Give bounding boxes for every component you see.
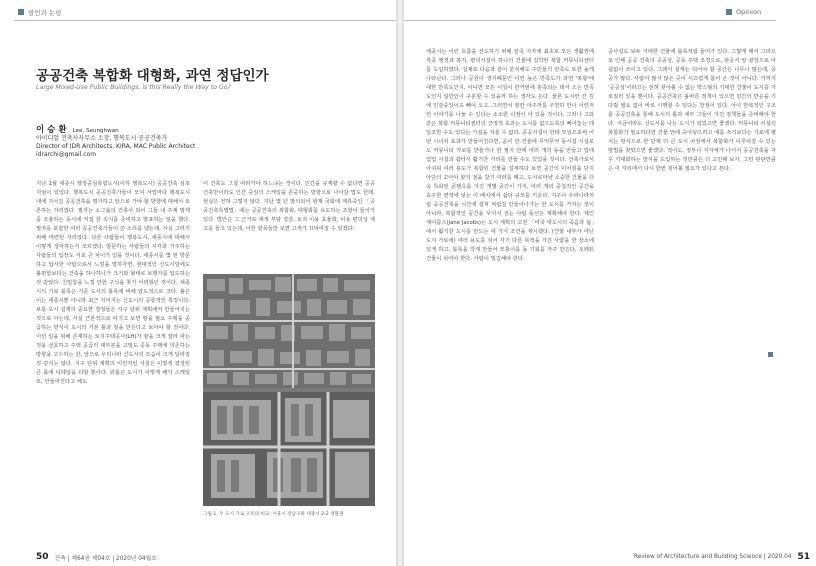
footer-right: [634, 552, 816, 562]
author-ko-role: 아이디알 건축사사무소 소장, 행복도시 공공건축가: [36, 135, 168, 142]
author-name-en: Lee, Seunghwan: [72, 128, 119, 134]
section-marker-icon: [18, 9, 24, 15]
author-en-role: Director of IDR Architects, KIRA, MAC Public Architect: [36, 143, 196, 150]
author-email: idrarchi@gmail.com: [36, 151, 97, 158]
section-label-left: 발언과 논평: [28, 8, 62, 17]
page-gutter: [396, 0, 404, 566]
journal-info-right: Review of Architecture and Building Science | 2020.04: [634, 554, 792, 560]
left-page: [0, 0, 396, 566]
footer-left: [30, 552, 157, 562]
section-tab-right: [722, 6, 761, 18]
right-column-1: 세종시는 이런 흐름을 선도하기 위해 전국 지자체 최초로 모든 생활권에 각종 행정과 복지, 편의시설이 하나의 건물에 집약된 복합 커뮤니티센터를 도입하였다. 실제로 다음과 같이 분석해도 주민들의 만족도 또한 높게 나타난다. 그러나 공원이 생기때문인 이런 높은 만족도가 과연 '복합'에 대한 만족도인지, 아니면 모든 시설이 한꺼번에 충족되는 데서 오는 만족도인지 일반인이 구분할 수 있을까 하는 생각도 든다. 물론 도시란 간 김에 민감중앙이도 빼어 오고, 그러면서 옆칸 아주까를 우연히 만나 이런저런 이야기를 나눌 수 있다는 소소한 이점이 아 있을 것이다. 그러나 그와 같은 복합 커뮤니티센터의 긍정적 효과는 도시를 없으도록의 뻐어놓는 데 일조한 수도 있다는 가설을 지울 수 없다. 공공시설이 한데 모임으로써 어떤 시너지 효과가 만들어진다면, 곧이 한 건물에 무엇무엇 동시설 시설로도 커뮤니티 가로를 만들거나 한 필지 안에 여러 개의 동을 만들고 업태 업업 시설과 쉼터서 활기찬 거리를 만들 수도 있었을 것이다. 건축가로서 아쉬워 여러 용도가 복합된 건물을 설계하다 보면 공간의 이어짐을 단지 아단의 꼬아야 할지 점을 갈기 여러를 때고, 도시로마냥 소중한 건물을 더욱 특화된 콘텐츠를 가진 개별 공간이 가지, 여러 개의 중첩적인 공간을 효구한 면적에 넣는 이 배치에서 쉽다 규모를 키운다. 지구나 우리나라처럼 공공건축을 시간에 걸쳐 져럼걸 만들어나가는 한 도시를 가지는 것이 아니라, 복합적인 공간을 꾸어서 걷는 사람 동선은 계획해야 한다. 제인 제이콥스(Jane Jacobs)는 도시 계획의 고전 「미국 대도시의 죽음과 삶」에서 활기찬 도시를 만드는 네 가지 조건을 제시했다. (건물 내부가 아닌 도시 가로에) 여러 용도를 섞어 각기 다른 목적을 가진 사람을 한 장소에 있게 하고, 블록을 작게 만들어 모퉁이를 돌 기회를 자주 만든다, 오래된 건물이 섞여야 한다, 사람이 밀집해야 한다.: [426, 49, 594, 262]
header-rule-left: [14, 20, 396, 21]
aerial-figure: [203, 274, 375, 506]
article-subtitle: Large Mixed-Use Public Buildings, is this Really the Way to Go?: [36, 84, 231, 91]
section-label-right: Opinion: [736, 8, 762, 16]
author-block: [36, 126, 256, 159]
aerial-photo-gangnam: [203, 274, 375, 388]
right-page: [404, 0, 811, 566]
author-name: 이 승 환: [36, 125, 67, 135]
left-column-1: 지난 1월 세종시 행정중심복합도시(이하 행복도시) 공공건축 심포지엄이 있었다. 행복도시 공공건축가들이 모여 사업마다 행복도시 내에 지어진 공공건축을 평가하고 앞으로 가야 할 방향에 대해서 토론하는 자리였다. 필자는 소그룹의 건축사 되어 그들 내 주제 발제를 조율하는 동시에 직접 한 꼭지를 준비하고 발표하는 일을 했다. 필자를 포함한 여러 공공건축가들이 쓴 소리를 냈는데, 사실 그러기 위해 마련된 자리였다. 다른 사람들이 행복도시, 세종시에 대해서 이렇게 생각하는지 모르겠다. 방문하는 사람들의 시각과 거주하는 사람들의 입장도 서로 큰 차이가 있을 것이다. 세종시를 몇 번 방문하고 답사한 사람으로서 느낌을 말하자면, 현대적인 신도시임에도 불편함보다는 건축을 하나하나가 크기와 형태로 보행자를 압도하는 것 같았다. 친밀함을 느낄 만한 구석을 찾기 어려웠던 것이다. 세종시의 가로 블록은 기존 도시의 블록에 비해 압도적으로 크다. 불은 이는 세종시뿐 아니라 최근 지어지는 신도시의 공통적인 특징이다. 보통 도시 설계의 중요한 결정들은 지구 단위 계획에서 만들어지는 것으로 아는데, 사실 근본적으로 따지고 보면 땅을 필요 주택을 공급하는 방식이 도시의 기본 틀과 질을 만든다고 보아야 할 것이다. 이런 일을 위해 존재하는 토지주택공사(LH)가 땅을 크게 잘라 파는 것을 선호하고 주택 공급의 대부분을 고밀도 공동 주택에 의존하는 방향을 고수하는 한, 앞으로 우리나라 신도시의 모습이 크게 달라질 것 같지는 않다. 지구 단위 계획의 이런저런 지침은 이렇게 결정된 큰 틀에 디테일을 더할 뿐이다. 외롭은 도시가 이렇게 배가 스케일로, 만들어진다고 해도: [36, 181, 190, 385]
end-mark-icon: [768, 352, 773, 357]
right-column-2: 공사설도 보두 거대한 건물에 블록처럼 들어가 있다. 그렇게 해서 그러므로 인해 공공 건축의 공공성, 공동 주택 조경으로, 관공서 앞 광장으로 아쉽없이 쓰이고 있다. 그래서 설계는 되어야 할 공간은 나무나 많은데, 공공가 많다. 사람이 많지 않은 곳이 시끄럽게 봄이 온 것이 아니다. 가까지 '공공성'이라고는 전혀 찾아볼 수 없는 박스형의 거대한 건물이 도시를 가로질러 있을 뿐이다. 공공건축은 올바른 정책이 있으면 민간의 반응을 기다릴 필요 없이 바로 시행할 수 있다는 장점이 있다. 아이 반복적인 구조를 공공건축을 통해 도시의 틀과 세부 그들이 가진 정책들을 준비해야 한다. 지금이라도 신도시를 나는 도시가 되었으면 좋겠다. 커뮤니티 시설의 복합화가 필요하다면 건물 안에 숙여넣으려고 애를 쓰기보다는 가로에 펼치는 방식으로 한 단계 더 큰 도시 차원에서 복합화가 이루어질 수 있는 방법을 찾았으면 좋겠다. 적어도, 정부나 지자체가 나서서 공공건축을 자꾸 거대화하는 방식을 도입하는 것만큼은 더 고민해 보자. 그런 판단만큼은 이 자리에서 다시 한번 짚어볼 필요가 있다고 본다.: [608, 49, 776, 172]
aerial-photo-sejong: [203, 392, 375, 506]
section-tab-left: [14, 6, 61, 18]
journal-info-left: 건축 | 제64권 제04호 | 2020년 04월호: [54, 555, 157, 562]
left-column-2: 이 건축도 그걸 따라가야 하느냐는 것이다. 민간을 규제할 수 없다면 공공건축만이라도 인간 중심의 스케일을 존중하는 방향으로 나아갈 법도 한데, 현실은 전혀 그렇지 않다. 지난 몇 년 발의되어 현재 국회에 계류중인 「공공건축특별법」에는 공공건축의 복합화, 대형화를 유도하는 조항이 들어가 있다. 법안은 그 근거로 재정 부담 경감, 토지 이용 효율화, 이용 편의성 제고를 들고 있는데, 이런 항목들만 보면 고개가 끄덕여질 수 있겠다.: [203, 181, 375, 232]
article-title: 공공건축 복합화 대형화, 과연 정답인가: [36, 68, 269, 84]
header-rule-right: [404, 20, 776, 21]
page-number-left: 50: [36, 552, 49, 562]
page-number-right: 51: [797, 552, 811, 562]
section-marker-icon: [726, 9, 732, 15]
figure-caption: 그림 1. 두 도시 가로 구조의 비교: 서울시 강남구와 세종시 2-2 생활권: [203, 512, 344, 517]
